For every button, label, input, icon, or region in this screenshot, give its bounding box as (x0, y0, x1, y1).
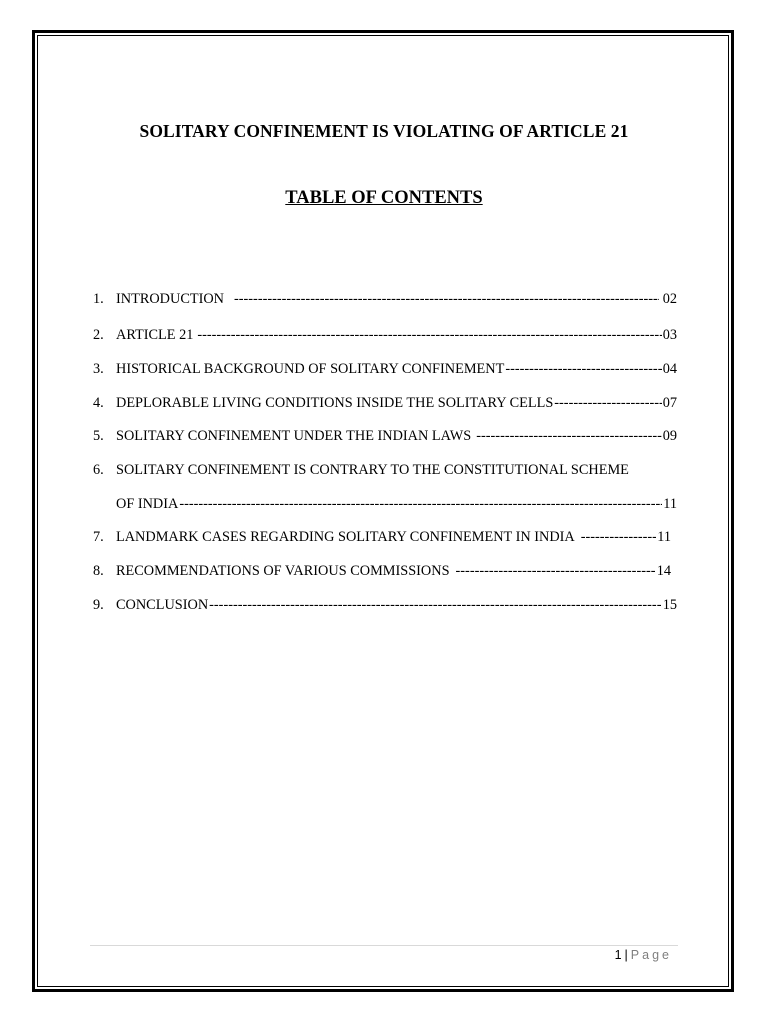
toc-entry-page: 11 (657, 529, 671, 545)
toc-dot-leader (456, 562, 656, 580)
toc-entry-number: 3. (93, 361, 104, 377)
toc-dot-leader (505, 360, 661, 378)
footer-page-number: 1 (614, 948, 622, 962)
toc-entry-title: DEPLORABLE LIVING CONDITIONS INSIDE THE SOLITARY CELLS (116, 395, 554, 411)
toc-heading: TABLE OF CONTENTS (285, 188, 483, 208)
toc-entry-title: INTRODUCTION (116, 291, 225, 307)
toc-entry-number: 4. (93, 395, 104, 411)
toc-entry-number: 8. (93, 563, 104, 579)
toc-entry-number: 9. (93, 597, 104, 613)
toc-dot-leader (209, 596, 662, 614)
toc-entry-page: 15 (662, 597, 677, 613)
toc-entry-page: 02 (662, 291, 677, 307)
toc-entry-page: 14 (656, 563, 671, 579)
toc-entry-page: 04 (662, 361, 677, 377)
toc-dot-leader (197, 326, 661, 344)
toc-dot-leader (554, 394, 661, 412)
toc-entry-page: 11 (663, 496, 677, 512)
toc-entry-title: SOLITARY CONFINEMENT UNDER THE INDIAN LAWS (116, 428, 472, 444)
toc-entry-number: 7. (93, 529, 104, 545)
toc-entry-page: 07 (662, 395, 677, 411)
footer-separator: | (624, 948, 628, 962)
toc-entry-title: CONCLUSION (116, 597, 209, 613)
toc-entry-title-continued: OF INDIA (116, 496, 179, 512)
toc-dot-leader (179, 495, 662, 513)
document-title: SOLITARY CONFINEMENT IS VIOLATING OF ARTICLE 21 (139, 121, 629, 141)
toc-dot-leader (234, 290, 659, 308)
toc-dot-leader (581, 528, 656, 546)
toc-entry-title: ARTICLE 21 (116, 327, 194, 343)
toc-entry-number: 5. (93, 428, 104, 444)
toc-entry-title: RECOMMENDATIONS OF VARIOUS COMMISSIONS (116, 563, 450, 579)
footer-rule (90, 945, 678, 946)
toc-entry-page: 09 (662, 428, 677, 444)
toc-entry-6[interactable] (93, 461, 677, 513)
toc-entry-number: 6. (93, 462, 104, 478)
toc-entry-title: SOLITARY CONFINEMENT IS CONTRARY TO THE CONSTITUTIONAL SCHEME (116, 462, 629, 478)
toc-entry-number: 2. (93, 327, 104, 343)
toc-entry-number: 1. (93, 291, 104, 307)
toc-entry-title: LANDMARK CASES REGARDING SOLITARY CONFINEMENT IN INDIA (116, 529, 575, 545)
toc-dot-leader (476, 427, 661, 445)
toc-entry-title: HISTORICAL BACKGROUND OF SOLITARY CONFINEMENT (116, 361, 505, 377)
toc-entry-page: 03 (662, 327, 677, 343)
page-footer (615, 948, 672, 962)
footer-page-label: Page (630, 948, 672, 962)
